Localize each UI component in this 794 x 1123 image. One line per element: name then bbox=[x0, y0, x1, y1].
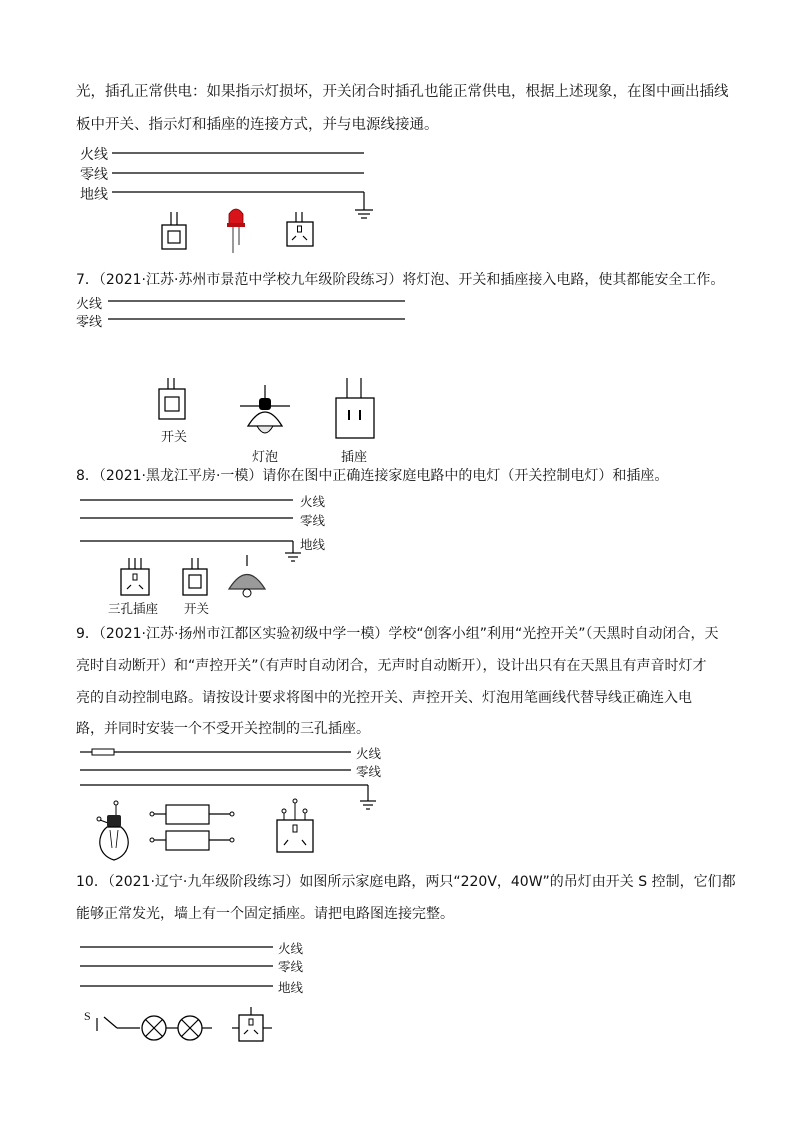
switch-label: 开关 bbox=[161, 430, 188, 445]
switch-s-label: S bbox=[84, 1009, 91, 1023]
three-hole-socket-label: 三孔插座 bbox=[108, 601, 159, 616]
question-7-text: 7．（2021·江苏·苏州市景范中学校九年级阶段练习）将灯泡、开关和插座接入电路，使其都能安全工作。 bbox=[76, 272, 725, 288]
question-9-text-line-1: 9．（2021·江苏·扬州市江都区实验初级中学一模）学校“创客小组”利用“光控开关”（天黑时自动闭合，天 bbox=[76, 626, 719, 642]
neutral-wire-label: 零线 bbox=[76, 315, 103, 330]
ground-wire-label: 地线 bbox=[278, 980, 304, 995]
lamp-2-icon bbox=[178, 1016, 202, 1040]
neutral-wire-label: 零线 bbox=[300, 513, 326, 528]
live-wire-label: 火线 bbox=[76, 297, 103, 312]
bulb-label: 灯泡 bbox=[252, 450, 279, 465]
switch-s-icon bbox=[97, 1017, 140, 1031]
live-wire-label: 火线 bbox=[80, 147, 108, 163]
live-wire-label: 火线 bbox=[300, 494, 326, 509]
three-hole-socket-icon bbox=[232, 1007, 272, 1041]
neutral-wire-label: 零线 bbox=[278, 959, 304, 974]
question-9-text-line-3: 亮的自动控制电路。请按设计要求将图中的光控开关、声控开关、灯泡用笔画线代替导线正确连入电 bbox=[76, 690, 692, 706]
question-8-text: 8．（2021·黑龙江平房·一模）请你在图中正确连接家庭电路中的电灯（开关控制电灯）和插座。 bbox=[76, 468, 669, 484]
question-9-text-line-2: 亮时自动断开）和“声控开关”（有声时自动闭合，无声时自动断开），设计出只有在天黑且有声音时灯才 bbox=[76, 658, 707, 674]
question-6-text-line-2: 板中开关、指示灯和插座的连接方式，并与电源线接通。 bbox=[76, 117, 439, 133]
lamp-1-icon bbox=[142, 1016, 166, 1040]
socket-label: 插座 bbox=[341, 450, 368, 465]
question-9-text-line-4: 路，并同时安装一个不受开关控制的三孔插座。 bbox=[76, 721, 370, 737]
ground-wire-label: 地线 bbox=[300, 537, 326, 552]
question-10-text-line-2: 能够正常发光，墙上有一个固定插座。请把电路图连接完整。 bbox=[76, 906, 454, 922]
neutral-wire-label: 零线 bbox=[356, 764, 382, 779]
switch-label: 开关 bbox=[184, 601, 210, 616]
ground-wire-label: 地线 bbox=[80, 187, 108, 203]
neutral-wire-label: 零线 bbox=[80, 167, 108, 183]
live-wire-label: 火线 bbox=[356, 746, 382, 761]
question-6-text-line-1: 光，插孔正常供电：如果指示灯损坏，开关闭合时插孔也能正常供电，根据上述现象，在图中画出插线 bbox=[76, 84, 729, 100]
live-wire-label: 火线 bbox=[278, 941, 304, 956]
question-10-text-line-1: 10．（2021·辽宁·九年级阶段练习）如图所示家庭电路，两只“220V，40W”的吊灯由开关 S 控制，它们都 bbox=[76, 874, 736, 890]
